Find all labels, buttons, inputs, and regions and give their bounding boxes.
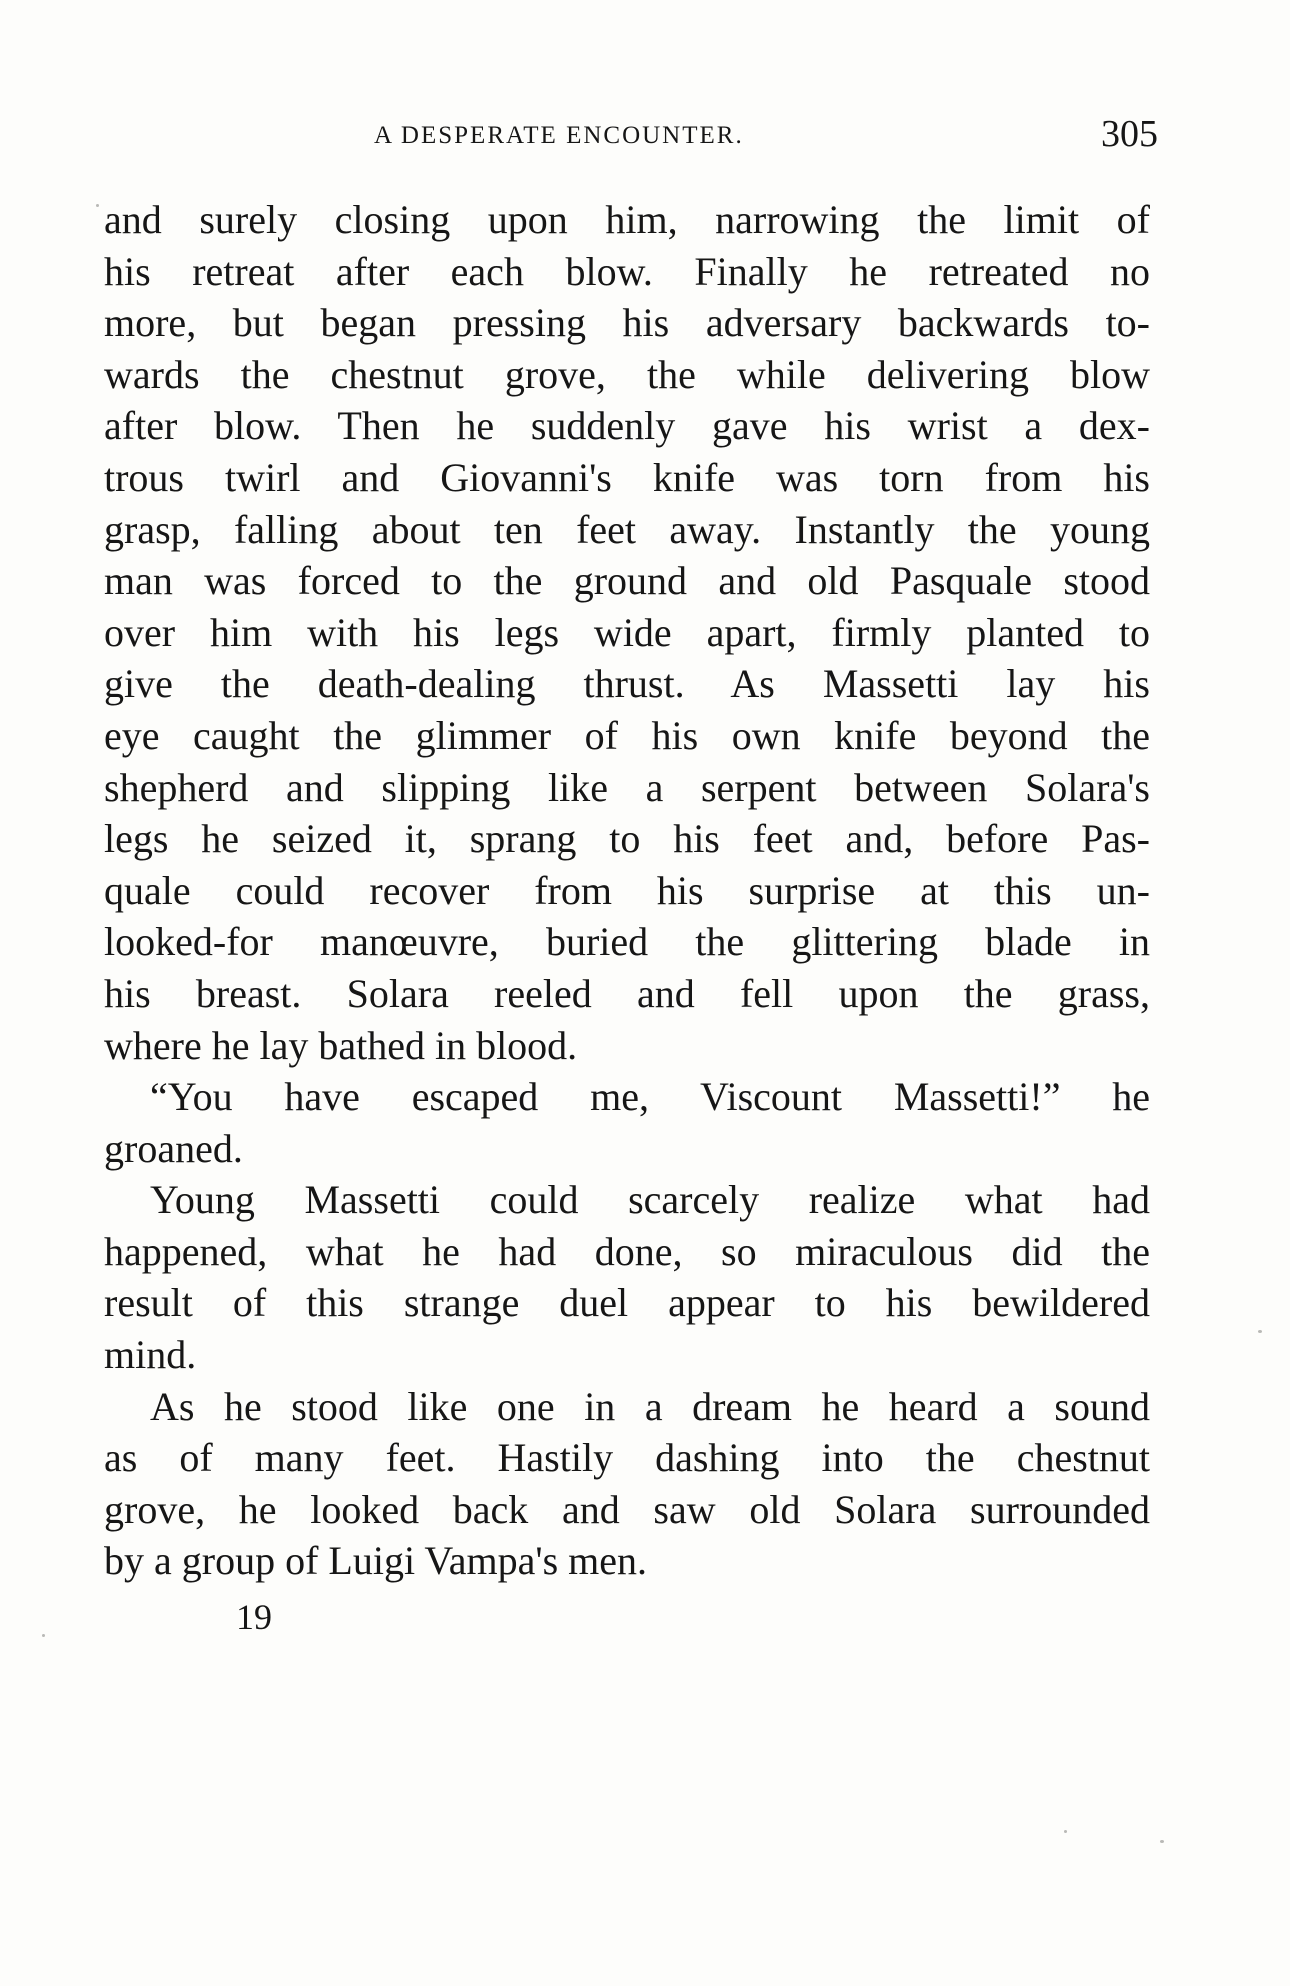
text-line: eye caught the glimmer of his own knife beyond the: [104, 712, 1150, 758]
paper-speck: [1064, 1830, 1067, 1833]
text-line: as of many feet. Hastily dashing into the chestnut: [104, 1435, 1150, 1481]
body-text: [104, 194, 1150, 1587]
text-line: by a group of Luigi Vampa's men.: [104, 1538, 648, 1584]
paper-speck: [42, 1634, 45, 1637]
signature-mark: 19: [236, 1597, 272, 1637]
text-line: grasp, falling about ten feet away. Instantly the young: [104, 506, 1150, 552]
text-line: his retreat after each blow. Finally he retreated no: [104, 248, 1150, 294]
text-line: mind.: [104, 1332, 197, 1378]
text-line: over him with his legs wide apart, firmly planted to: [104, 609, 1150, 655]
text-line: Young Massetti could scarcely realize what had: [150, 1177, 1150, 1223]
text-line: and surely closing upon him, narrowing the limit of: [104, 197, 1150, 242]
text-line: As he stood like one in a dream he heard a sound: [150, 1383, 1150, 1429]
text-line: give the death-dealing thrust. As Massetti lay his: [104, 661, 1150, 707]
paper-speck: [1258, 1330, 1262, 1333]
running-head: [104, 112, 1158, 162]
text-line: trous twirl and Giovanni's knife was torn from his: [104, 454, 1150, 500]
text-line: groaned.: [104, 1125, 243, 1171]
paper-speck: [1160, 1840, 1164, 1843]
text-line: result of this strange duel appear to his bewildered: [104, 1280, 1150, 1326]
text-line: man was forced to the ground and old Pasquale stood: [104, 558, 1150, 604]
text-line: more, but began pressing his adversary backwards to-: [104, 300, 1150, 346]
text-line: grove, he looked back and saw old Solara surrounded: [104, 1486, 1150, 1532]
text-line: “You have escaped me, Viscount Massetti!” he: [150, 1074, 1150, 1120]
running-title: A DESPERATE ENCOUNTER.: [374, 122, 744, 149]
text-line: after blow. Then he suddenly gave his wrist a dex-: [104, 403, 1150, 449]
text-line: looked-for manœuvre, buried the glittering blade in: [104, 919, 1150, 965]
page-number: 305: [1101, 113, 1158, 155]
text-line: happened, what he had done, so miraculous did the: [104, 1228, 1150, 1274]
text-line: wards the chestnut grove, the while delivering blow: [104, 351, 1150, 397]
paper-speck: [96, 204, 99, 207]
text-line: his breast. Solara reeled and fell upon the grass,: [104, 970, 1150, 1016]
text-line: shepherd and slipping like a serpent between Solara's: [104, 764, 1150, 810]
text-line: legs he seized it, sprang to his feet and, before Pas-: [104, 816, 1150, 862]
text-line: quale could recover from his surprise at this un-: [104, 867, 1150, 913]
text-line: where he lay bathed in blood.: [104, 1022, 578, 1068]
